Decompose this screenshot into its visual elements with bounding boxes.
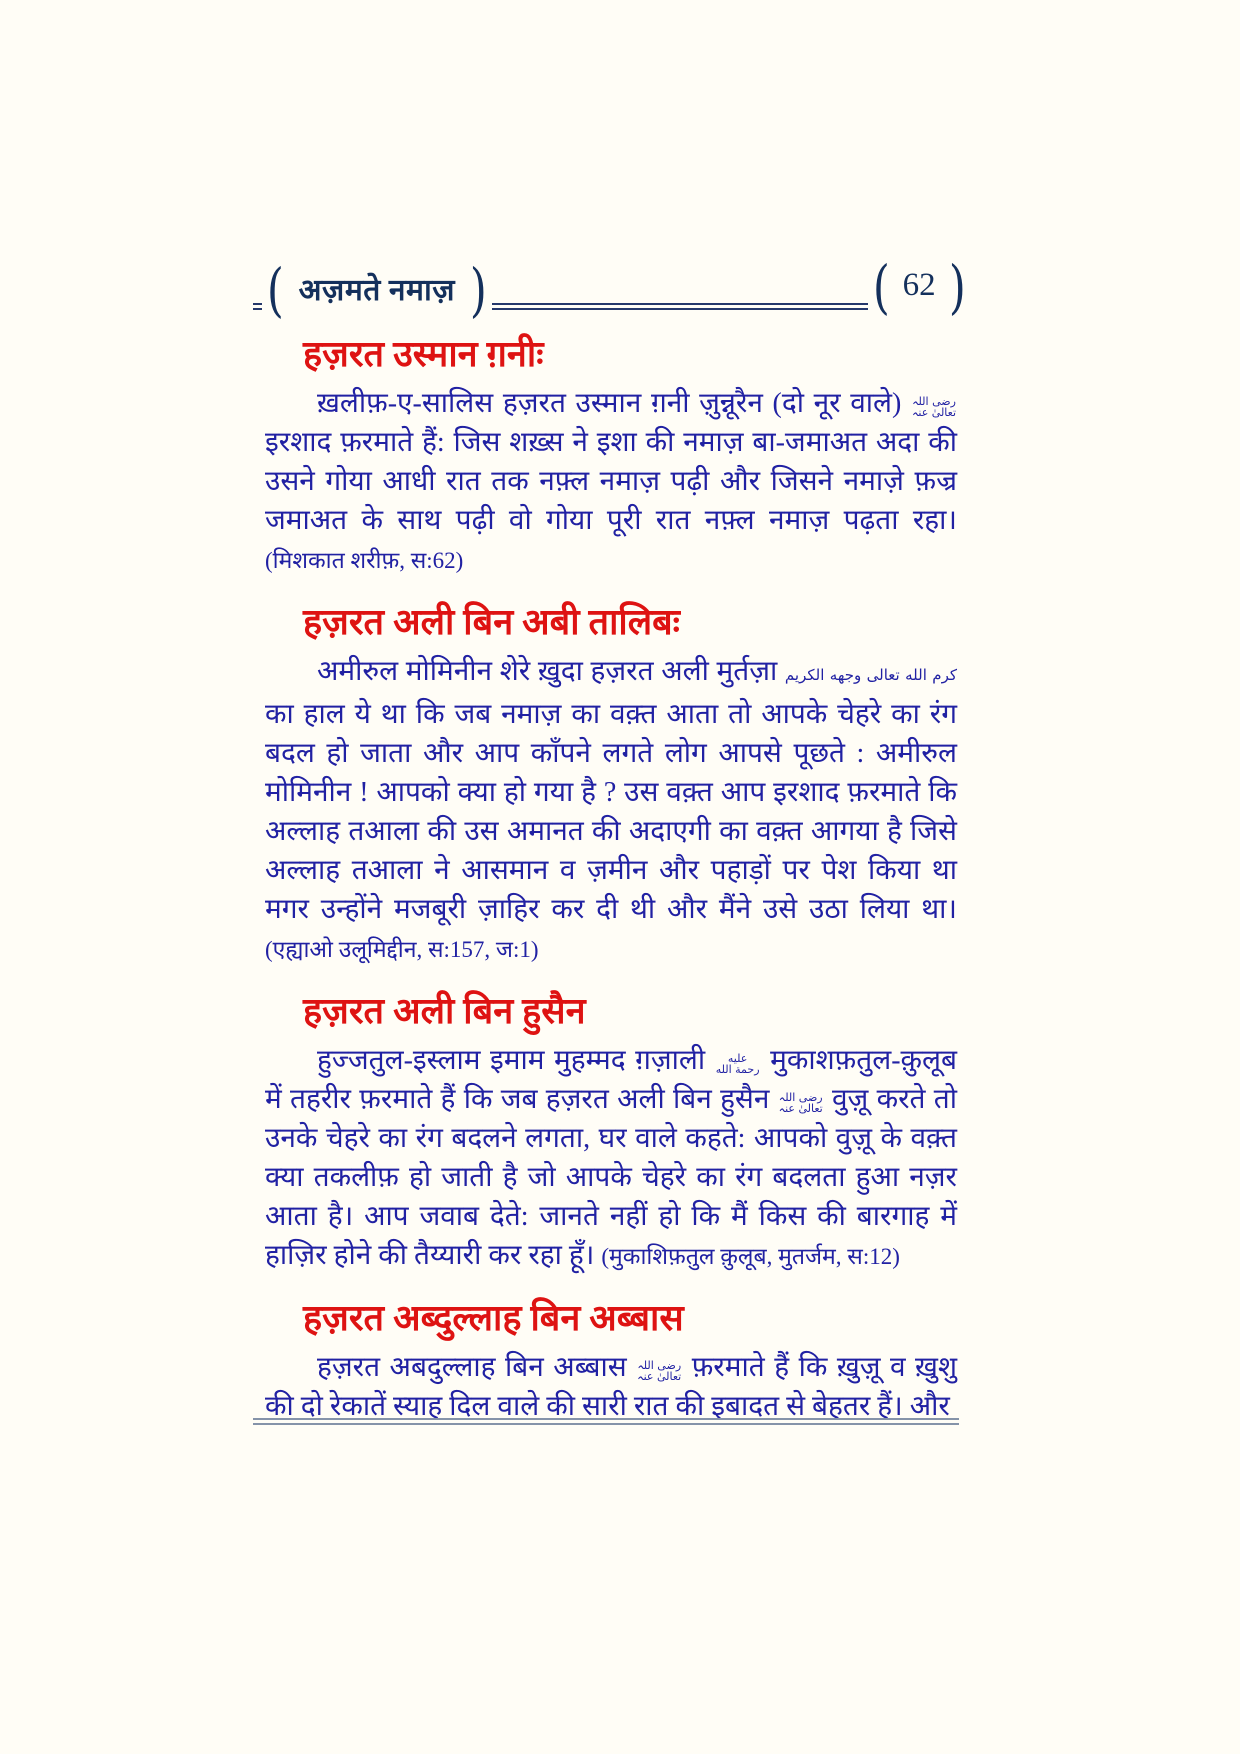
section-paragraph [265,652,957,969]
section-paragraph [265,384,957,580]
arabic-honorific: رضی اللہ تعالیٰ عنہ [637,1359,682,1383]
page-number-badge [868,253,970,321]
arabic-honorific: رضی اللہ تعالیٰ عنہ [911,395,957,419]
paragraph-text: हुज्जतुल-इस्लाम इमाम मुहम्मद ग़ज़ाली [317,1045,715,1076]
left-paren-arc: ( [266,256,284,324]
book-title: अज़मते नमाज़ [298,273,455,307]
section [265,989,957,1276]
citation: (एह्याओ उलूमिद्दीन, स:157, ज:1) [265,937,539,962]
paragraph-text: वुज़ू करते तो उनके चेहरे का रंग बदलने लगता, घर वाले कहते: आपको वुज़ू के वक़्त क्या तकलीफ़ हो जाती है जो आपके चेहरे का रंग बदलता हुआ नज़र आता है। आप जवाब देते: जानते नहीं हो कि मैं किस की बारगाह में हाज़िर होने की तैय्यारी कर रहा हूँ। [265,1084,957,1271]
section-heading: हज़रत अब्दुल्लाह बिन अब्बास [303,1298,684,1338]
book-title-badge [262,256,492,324]
section-paragraph [265,1041,957,1276]
paragraph-text: फ़रमाते हैं कि ख़ुज़ू व ख़ुशु की दो रेकातें स्याह दिल वाले की सारी रात की इबादत से बेहतर हैं। और [265,1352,957,1422]
footer-double-rule [253,1418,959,1425]
arabic-honorific: رضی اللہ تعالیٰ عنہ [778,1091,823,1115]
section-paragraph [265,1348,957,1426]
paragraph-text: अमीरुल मोमिनीन शेरे ख़ुदा हज़रत अली मुर्तज़ा [317,656,785,687]
paragraph-text: मुकाशफ़तुल-क़ुलूब में तहरीर फ़रमाते हैं कि जब हज़रत अली बिन हुसैन [265,1045,957,1115]
arabic-honorific: كرم الله تعالى وجهه الكريم [784,666,957,684]
right-paren-arc: ) [469,256,487,324]
section-heading: हज़रत अली बिन हुसैन [303,991,586,1031]
citation: (मुकाशिफ़तुल क़ुलूब, मुतर्जम, स:12) [601,1244,900,1269]
section-heading: हज़रत उस्मान ग़नीः [303,334,544,374]
arabic-honorific: عليه رحمة الله [715,1052,760,1076]
page-number: 62 [902,266,936,303]
citation: (मिशकात शरीफ़, स:62) [265,548,464,573]
section [265,332,957,580]
paragraph-text: ख़लीफ़-ए-सालिस हज़रत उस्मान ग़नी ज़ुन्नूरैन (दो नूर वाले) [317,388,911,419]
section-heading: हज़रत अली बिन अबी तालिबः [303,602,680,642]
paragraph-text: का हाल ये था कि जब नमाज़ का वक़्त आता तो आपके चेहरे का रंग बदल हो जाता और आप काँपने लगते लोग आपसे पूछते : अमीरुल मोमिनीन ! आपको क्या हो गया है ? उस वक़्त आप इरशाद फ़रमाते कि अल्लाह तआला की उस अमानत की अदाएगी का वक़्त आगया है जिसे अल्लाह तआला ने आसमान व ज़मीन और पहाड़ों पर पेश किया था मगर उन्होंने मजबूरी ज़ाहिर कर दी थी और मैंने उसे उठा लिया था। [265,699,957,925]
page-content [265,320,957,1426]
paragraph-text: इरशाद फ़रमाते हैं: जिस शख़्स ने इशा की नमाज़ बा-जमाअत अदा की उसने गोया आधी रात तक नफ़्ल नमाज़ पढ़ी और जिसने नमाज़े फ़ज्र जमाअत के साथ पढ़ी वो गोया पूरी रात नफ़्ल नमाज़ पढ़ता रहा। [265,427,957,536]
section [265,600,957,969]
left-paren-arc: ( [872,253,890,321]
section [265,1296,957,1426]
paragraph-text: हज़रत अबदुल्लाह बिन अब्बास [317,1352,637,1383]
right-paren-arc: ) [948,253,966,321]
